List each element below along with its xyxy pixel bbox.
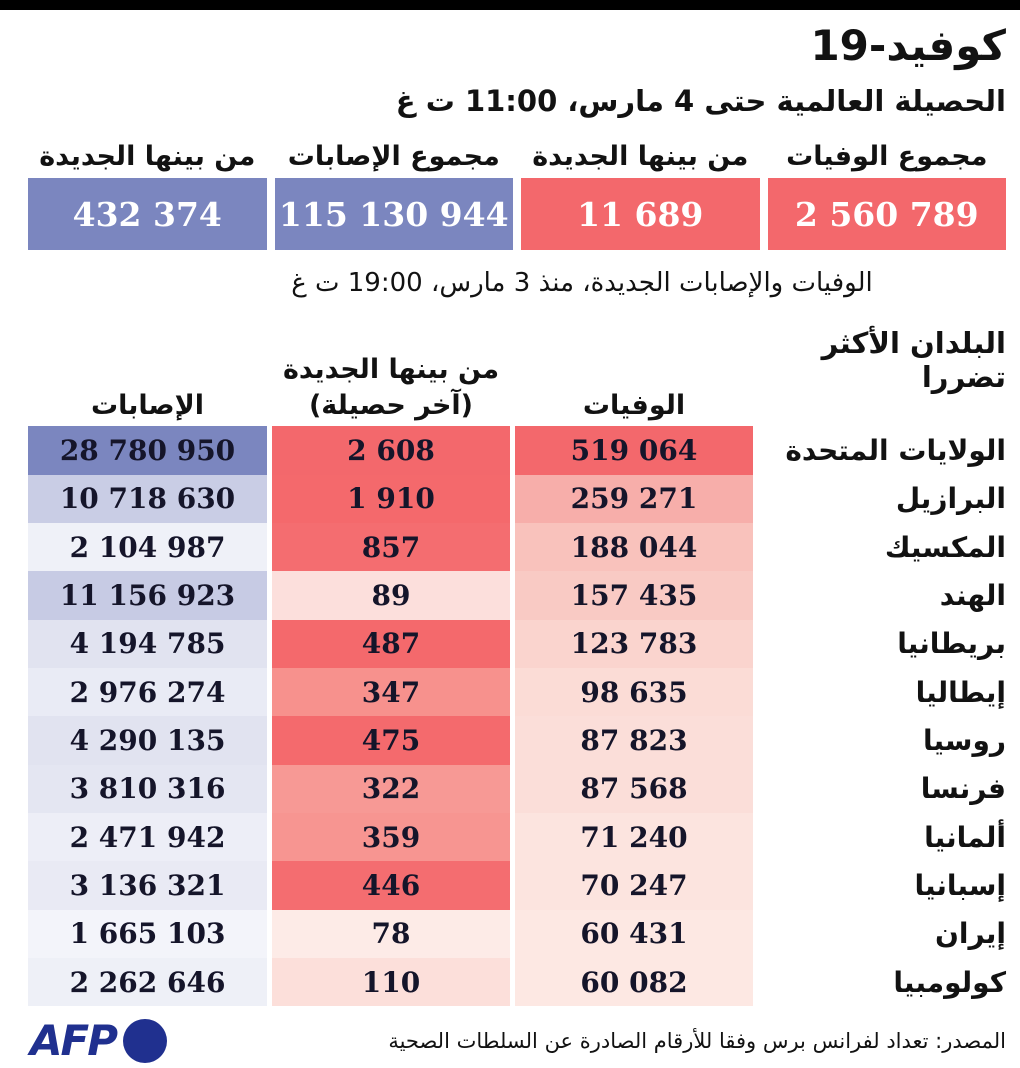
table-row — [28, 958, 1006, 1006]
cases-cell: 3 810 316 — [28, 765, 267, 813]
country-name: إيران — [758, 910, 1006, 958]
new-deaths-cell: 322 — [272, 765, 510, 813]
summary-card-label: مجموع الوفيات — [786, 141, 988, 173]
country-name: إسبانيا — [758, 861, 1006, 909]
table-row — [28, 813, 1006, 861]
deaths-cell: 71 240 — [515, 813, 753, 861]
cases-cell: 28 780 950 — [28, 426, 267, 474]
table-row — [28, 765, 1006, 813]
afp-logo-text: AFP — [30, 1016, 116, 1066]
country-name: كولومبيا — [758, 958, 1006, 1006]
footer — [28, 1014, 1006, 1068]
summary-card-new-deaths — [521, 132, 760, 250]
new-deaths-cell: 475 — [272, 716, 510, 764]
deaths-cell: 98 635 — [515, 668, 753, 716]
country-name: الولايات المتحدة — [758, 426, 1006, 474]
new-deaths-cell: 359 — [272, 813, 510, 861]
country-name: الهند — [758, 571, 1006, 619]
table-row — [28, 620, 1006, 668]
table-row — [28, 571, 1006, 619]
summary-card-value: 115 130 944 — [275, 178, 514, 250]
summary-card-value: 432 374 — [28, 178, 267, 250]
page-subtitle: الحصيلة العالمية حتى 4 مارس، 11:00 ت غ — [395, 84, 1006, 119]
cases-cell: 2 471 942 — [28, 813, 267, 861]
table-row — [28, 910, 1006, 958]
top-black-bar — [0, 0, 1020, 10]
new-deaths-cell: 487 — [272, 620, 510, 668]
infographic — [0, 22, 1020, 1068]
deaths-cell: 519 064 — [515, 426, 753, 474]
deaths-cell: 188 044 — [515, 523, 753, 571]
cases-cell: 2 104 987 — [28, 523, 267, 571]
table-row — [28, 523, 1006, 571]
deaths-cell: 60 431 — [515, 910, 753, 958]
country-name: البرازيل — [758, 475, 1006, 523]
section-title: البلدان الأكثر تضررا — [821, 326, 1006, 395]
summary-card-value: 2 560 789 — [768, 178, 1007, 250]
deaths-column-header: الوفيات — [582, 390, 686, 422]
deaths-cell: 157 435 — [515, 571, 753, 619]
table-row — [28, 475, 1006, 523]
table-row — [28, 668, 1006, 716]
cases-cell: 2 262 646 — [28, 958, 267, 1006]
cases-cell: 4 290 135 — [28, 716, 267, 764]
cases-cell: 3 136 321 — [28, 861, 267, 909]
country-name: ألمانيا — [758, 813, 1006, 861]
summary-card-label: من بينها الجديدة — [532, 141, 749, 173]
new-column-header — [272, 352, 510, 426]
summary-card-total-deaths — [768, 132, 1007, 250]
new-column-header-line2: (آخر حصيلة) — [308, 390, 474, 422]
deaths-cell: 87 568 — [515, 765, 753, 813]
cases-cell: 2 976 274 — [28, 668, 267, 716]
afp-circle-icon — [123, 1019, 167, 1063]
summary-card-total-cases — [275, 132, 514, 250]
summary-card-value: 11 689 — [521, 178, 760, 250]
page-title: كوفيد-19 — [810, 21, 1006, 70]
cases-cell: 4 194 785 — [28, 620, 267, 668]
new-column-header-line1: من بينها الجديدة — [282, 354, 500, 386]
new-deaths-cell: 347 — [272, 668, 510, 716]
summary-card-label: من بينها الجديدة — [39, 141, 256, 173]
afp-logo — [28, 1016, 167, 1066]
table-header — [28, 326, 1006, 426]
table-row — [28, 426, 1006, 474]
cases-cell: 10 718 630 — [28, 475, 267, 523]
cases-cell: 11 156 923 — [28, 571, 267, 619]
new-deaths-cell: 110 — [272, 958, 510, 1006]
country-name: روسيا — [758, 716, 1006, 764]
country-name: إيطاليا — [758, 668, 1006, 716]
table-body — [28, 426, 1006, 1006]
new-deaths-cell: 857 — [272, 523, 510, 571]
deaths-cell: 123 783 — [515, 620, 753, 668]
new-deaths-cell: 78 — [272, 910, 510, 958]
global-summary — [28, 132, 1006, 250]
country-name: فرنسا — [758, 765, 1006, 813]
table-row — [28, 716, 1006, 764]
country-name: بريطانيا — [758, 620, 1006, 668]
deaths-cell: 70 247 — [515, 861, 753, 909]
summary-note: الوفيات والإصابات الجديدة، منذ 3 مارس، 19:00 ت غ — [291, 268, 873, 299]
source-text: المصدر: تعداد لفرانس برس وفقا للأرقام الصادرة عن السلطات الصحية — [388, 1029, 1006, 1054]
new-deaths-cell: 2 608 — [272, 426, 510, 474]
new-deaths-cell: 446 — [272, 861, 510, 909]
new-deaths-cell: 1 910 — [272, 475, 510, 523]
new-deaths-cell: 89 — [272, 571, 510, 619]
country-name: المكسيك — [758, 523, 1006, 571]
summary-card-label: مجموع الإصابات — [287, 141, 500, 173]
summary-card-new-cases — [28, 132, 267, 250]
deaths-cell: 60 082 — [515, 958, 753, 1006]
table-row — [28, 861, 1006, 909]
cases-column-header: الإصابات — [91, 390, 204, 422]
deaths-cell: 87 823 — [515, 716, 753, 764]
deaths-cell: 259 271 — [515, 475, 753, 523]
cases-cell: 1 665 103 — [28, 910, 267, 958]
